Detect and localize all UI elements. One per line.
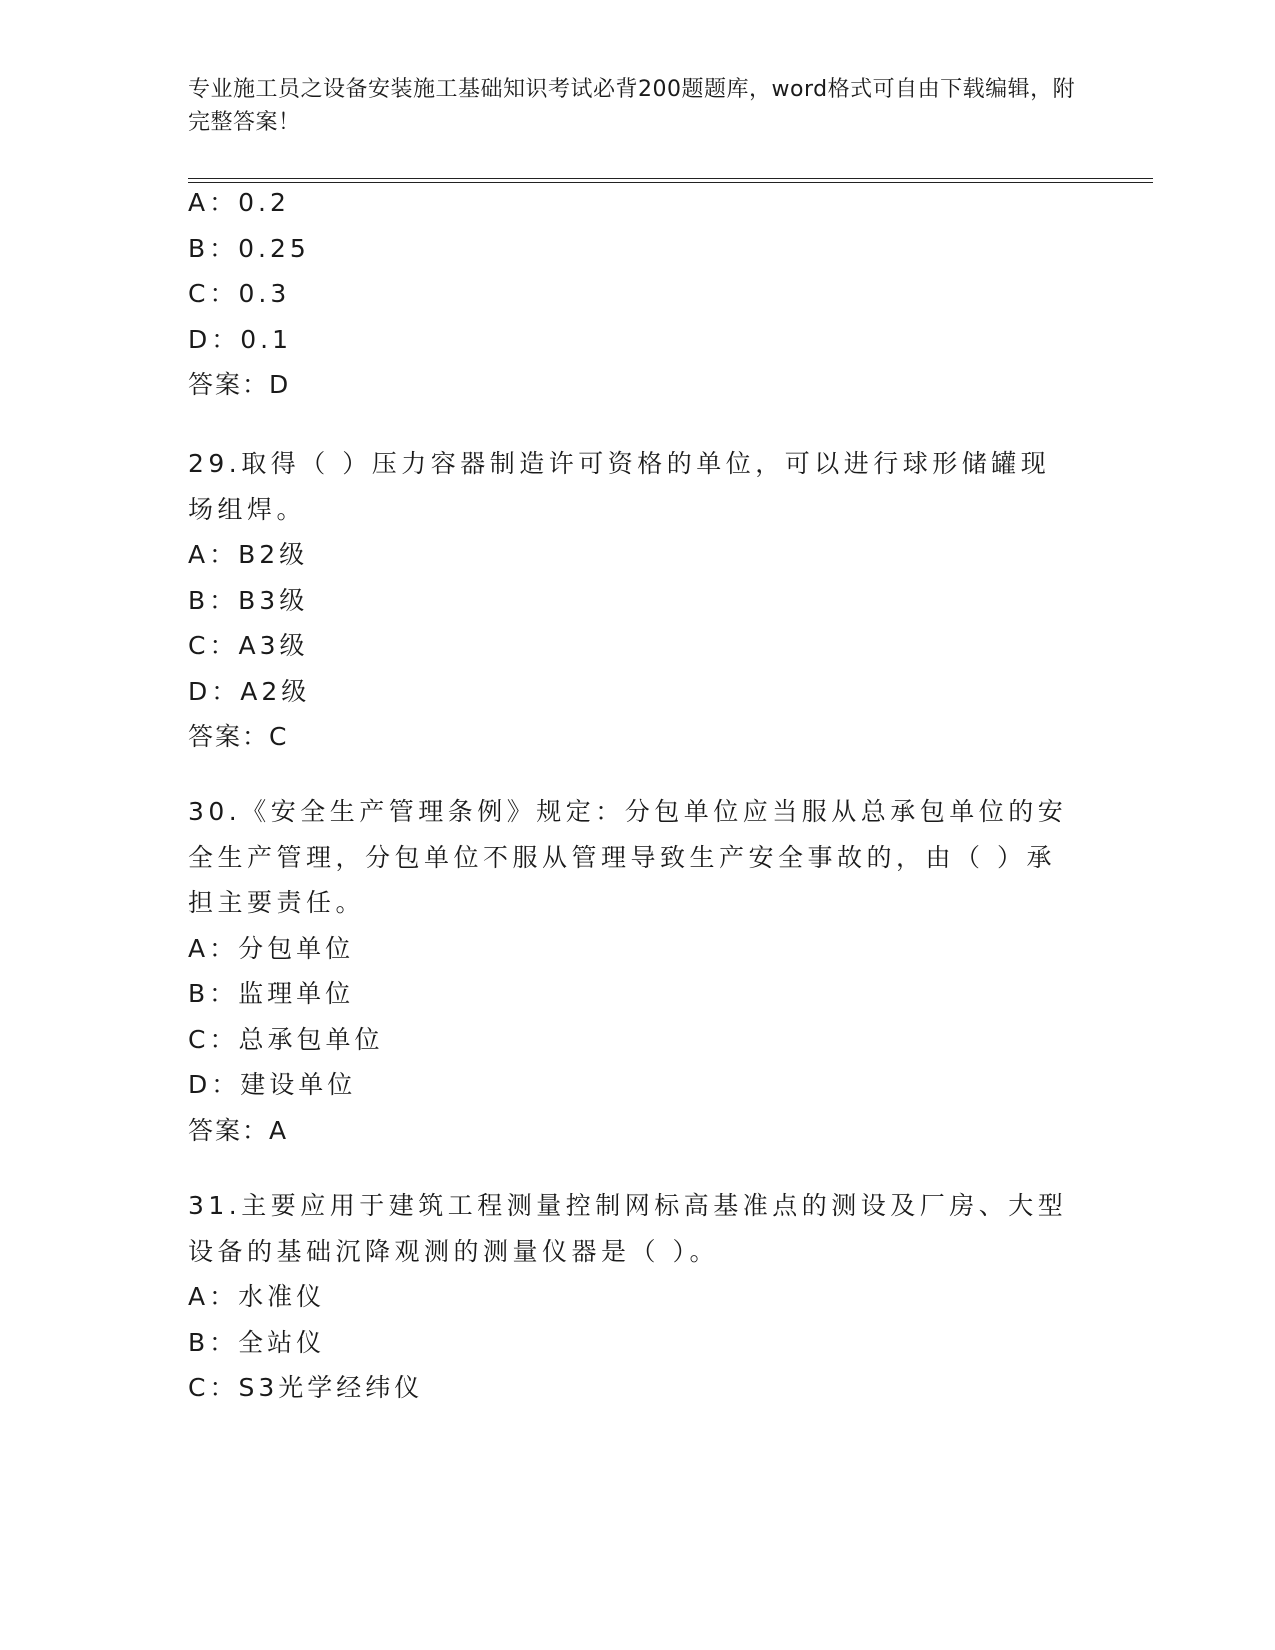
option-a: A：B2级 — [188, 540, 309, 569]
option-b: B：B3级 — [188, 585, 309, 615]
question-29 — [188, 441, 1088, 760]
option-d: D：A2级 — [188, 676, 311, 706]
header-rule-thick — [188, 178, 1153, 179]
question-30 — [188, 789, 1088, 1153]
option-b: B：0.25 — [188, 233, 310, 263]
option-b: B：全站仪 — [188, 1327, 326, 1357]
option-c: C：总承包单位 — [188, 1024, 384, 1054]
question-text: 30.《安全生产管理条例》规定：分包单位应当服从总承包单位的安全生产管理，分包单位不服从管理导致生产安全事故的，由（ ）承担主要责任。 — [188, 797, 1068, 917]
document-header: 专业施工员之设备安装施工基础知识考试必背200题题库，word格式可自由下载编辑，附完整答案！ — [188, 77, 1076, 135]
question-28-continuation — [188, 180, 1088, 408]
option-b: B：监理单位 — [188, 979, 355, 1008]
question-text: 29.取得（ ）压力容器制造许可资格的单位，可以进行球形储罐现场组焊。 — [188, 449, 1051, 524]
option-a: A：分包单位 — [188, 933, 355, 963]
answer: 答案：D — [188, 370, 291, 399]
answer: 答案：A — [188, 1115, 289, 1145]
option-a: A：0.2 — [188, 188, 290, 217]
option-d: D：0.1 — [188, 324, 293, 354]
question-31 — [188, 1183, 1088, 1411]
option-c: C：S3光学经纬仪 — [188, 1373, 424, 1402]
option-c: C：A3级 — [188, 631, 309, 660]
option-a: A：水准仪 — [188, 1282, 326, 1311]
option-c: C：0.3 — [188, 279, 291, 308]
question-text: 31.主要应用于建筑工程测量控制网标高基准点的测设及厂房、大型设备的基础沉降观测的测量仪器是（ ）。 — [188, 1191, 1068, 1266]
answer: 答案：C — [188, 722, 289, 751]
option-d: D：建设单位 — [188, 1070, 357, 1099]
